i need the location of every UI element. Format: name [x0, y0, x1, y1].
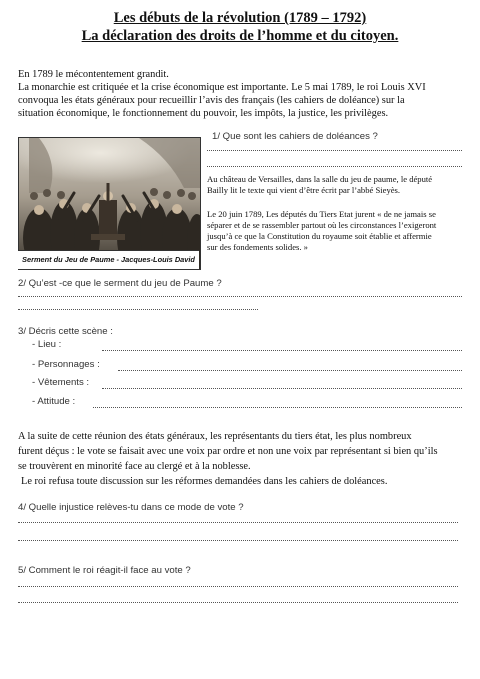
side-text-p2-line4: sur des fondements solides. » — [207, 242, 308, 252]
answer-line-q4-1[interactable] — [18, 522, 458, 523]
answer-line-q1-2[interactable] — [207, 166, 462, 167]
answer-line-lieu[interactable] — [102, 350, 462, 351]
intro-line-4: situation économique, le fonctionnement du pouvoir, les impôts, la justice, les privilèges. — [18, 108, 389, 119]
answer-line-q1-1[interactable] — [207, 150, 462, 151]
answer-line-q4-2[interactable] — [18, 540, 458, 541]
side-text-p1-line1: Au château de Versailles, dans la salle du jeu de paume, le député — [207, 174, 433, 184]
answer-line-q2-1[interactable] — [18, 296, 462, 297]
answer-line-attitude[interactable] — [93, 407, 462, 408]
painting-caption: Serment du Jeu de Paume - Jacques-Louis David — [18, 250, 199, 269]
paragraph2-line2: furent déçus : le vote se faisait avec une voix par ordre et non une voix par représentant si bien qu’ils — [18, 446, 438, 457]
side-text-p2-line1: Le 20 juin 1789, Les députés du Tiers Etat jurent « de ne jamais se — [207, 209, 436, 219]
paragraph2-line1: A la suite de cette réunion des états généraux, les représentants du tiers état, les plus nombreux — [18, 431, 412, 442]
describe-item-attitude: - Attitude : — [32, 396, 76, 407]
answer-line-vetements[interactable] — [102, 388, 462, 389]
intro-line-1: En 1789 le mécontentement grandit. — [18, 69, 169, 80]
answer-line-q5-2[interactable] — [18, 602, 458, 603]
describe-item-vetements: - Vêtements : — [32, 377, 90, 388]
question-4: 4/ Quelle injustice relèves-tu dans ce mode de vote ? — [18, 502, 244, 513]
page-title: Les débuts de la révolution (1789 – 1792) — [113, 10, 367, 26]
describe-item-personnages: - Personnages : — [32, 359, 100, 370]
question-5: 5/ Comment le roi réagit-il face au vote ? — [18, 565, 191, 576]
question-2: 2/ Qu’est -ce que le serment du jeu de Paume ? — [18, 278, 222, 289]
describe-item-lieu: - Lieu : — [32, 339, 62, 350]
intro-line-3: convoqua les états généraux pour recueillir l’avis des français (les cahiers de doléance) sur la — [18, 95, 405, 106]
answer-line-q5-1[interactable] — [18, 586, 458, 587]
answer-line-personnages[interactable] — [118, 370, 462, 371]
question-1: 1/ Que sont les cahiers de doléances ? — [212, 131, 378, 142]
side-text-p2-line2: séparer et de se rassembler partout où les circonstances l’exigeront — [207, 220, 437, 230]
side-text-p1-line2: Bailly lit le texte qui vient d’être écrit par l’abbé Sieyès. — [207, 185, 401, 195]
answer-line-q2-2[interactable] — [18, 309, 258, 310]
page-subtitle: La déclaration des droits de l’homme et du citoyen. — [81, 28, 399, 44]
question-3: 3/ Décris cette scène : — [18, 326, 113, 337]
intro-line-2: La monarchie est critiquée et la crise économique est importante. Le 5 mai 1789, le roi Louis XVI — [18, 82, 426, 93]
paragraph2-line3: se trouvèrent en minorité face au clergé et à la noblesse. — [18, 461, 251, 472]
paragraph2-line4: Le roi refusa toute discussion sur les réformes demandées dans les cahiers de doléances. — [21, 476, 388, 487]
side-text-p2-line3: jusqu’à ce que la Constitution du royaume soit établie et affermie — [207, 231, 432, 241]
